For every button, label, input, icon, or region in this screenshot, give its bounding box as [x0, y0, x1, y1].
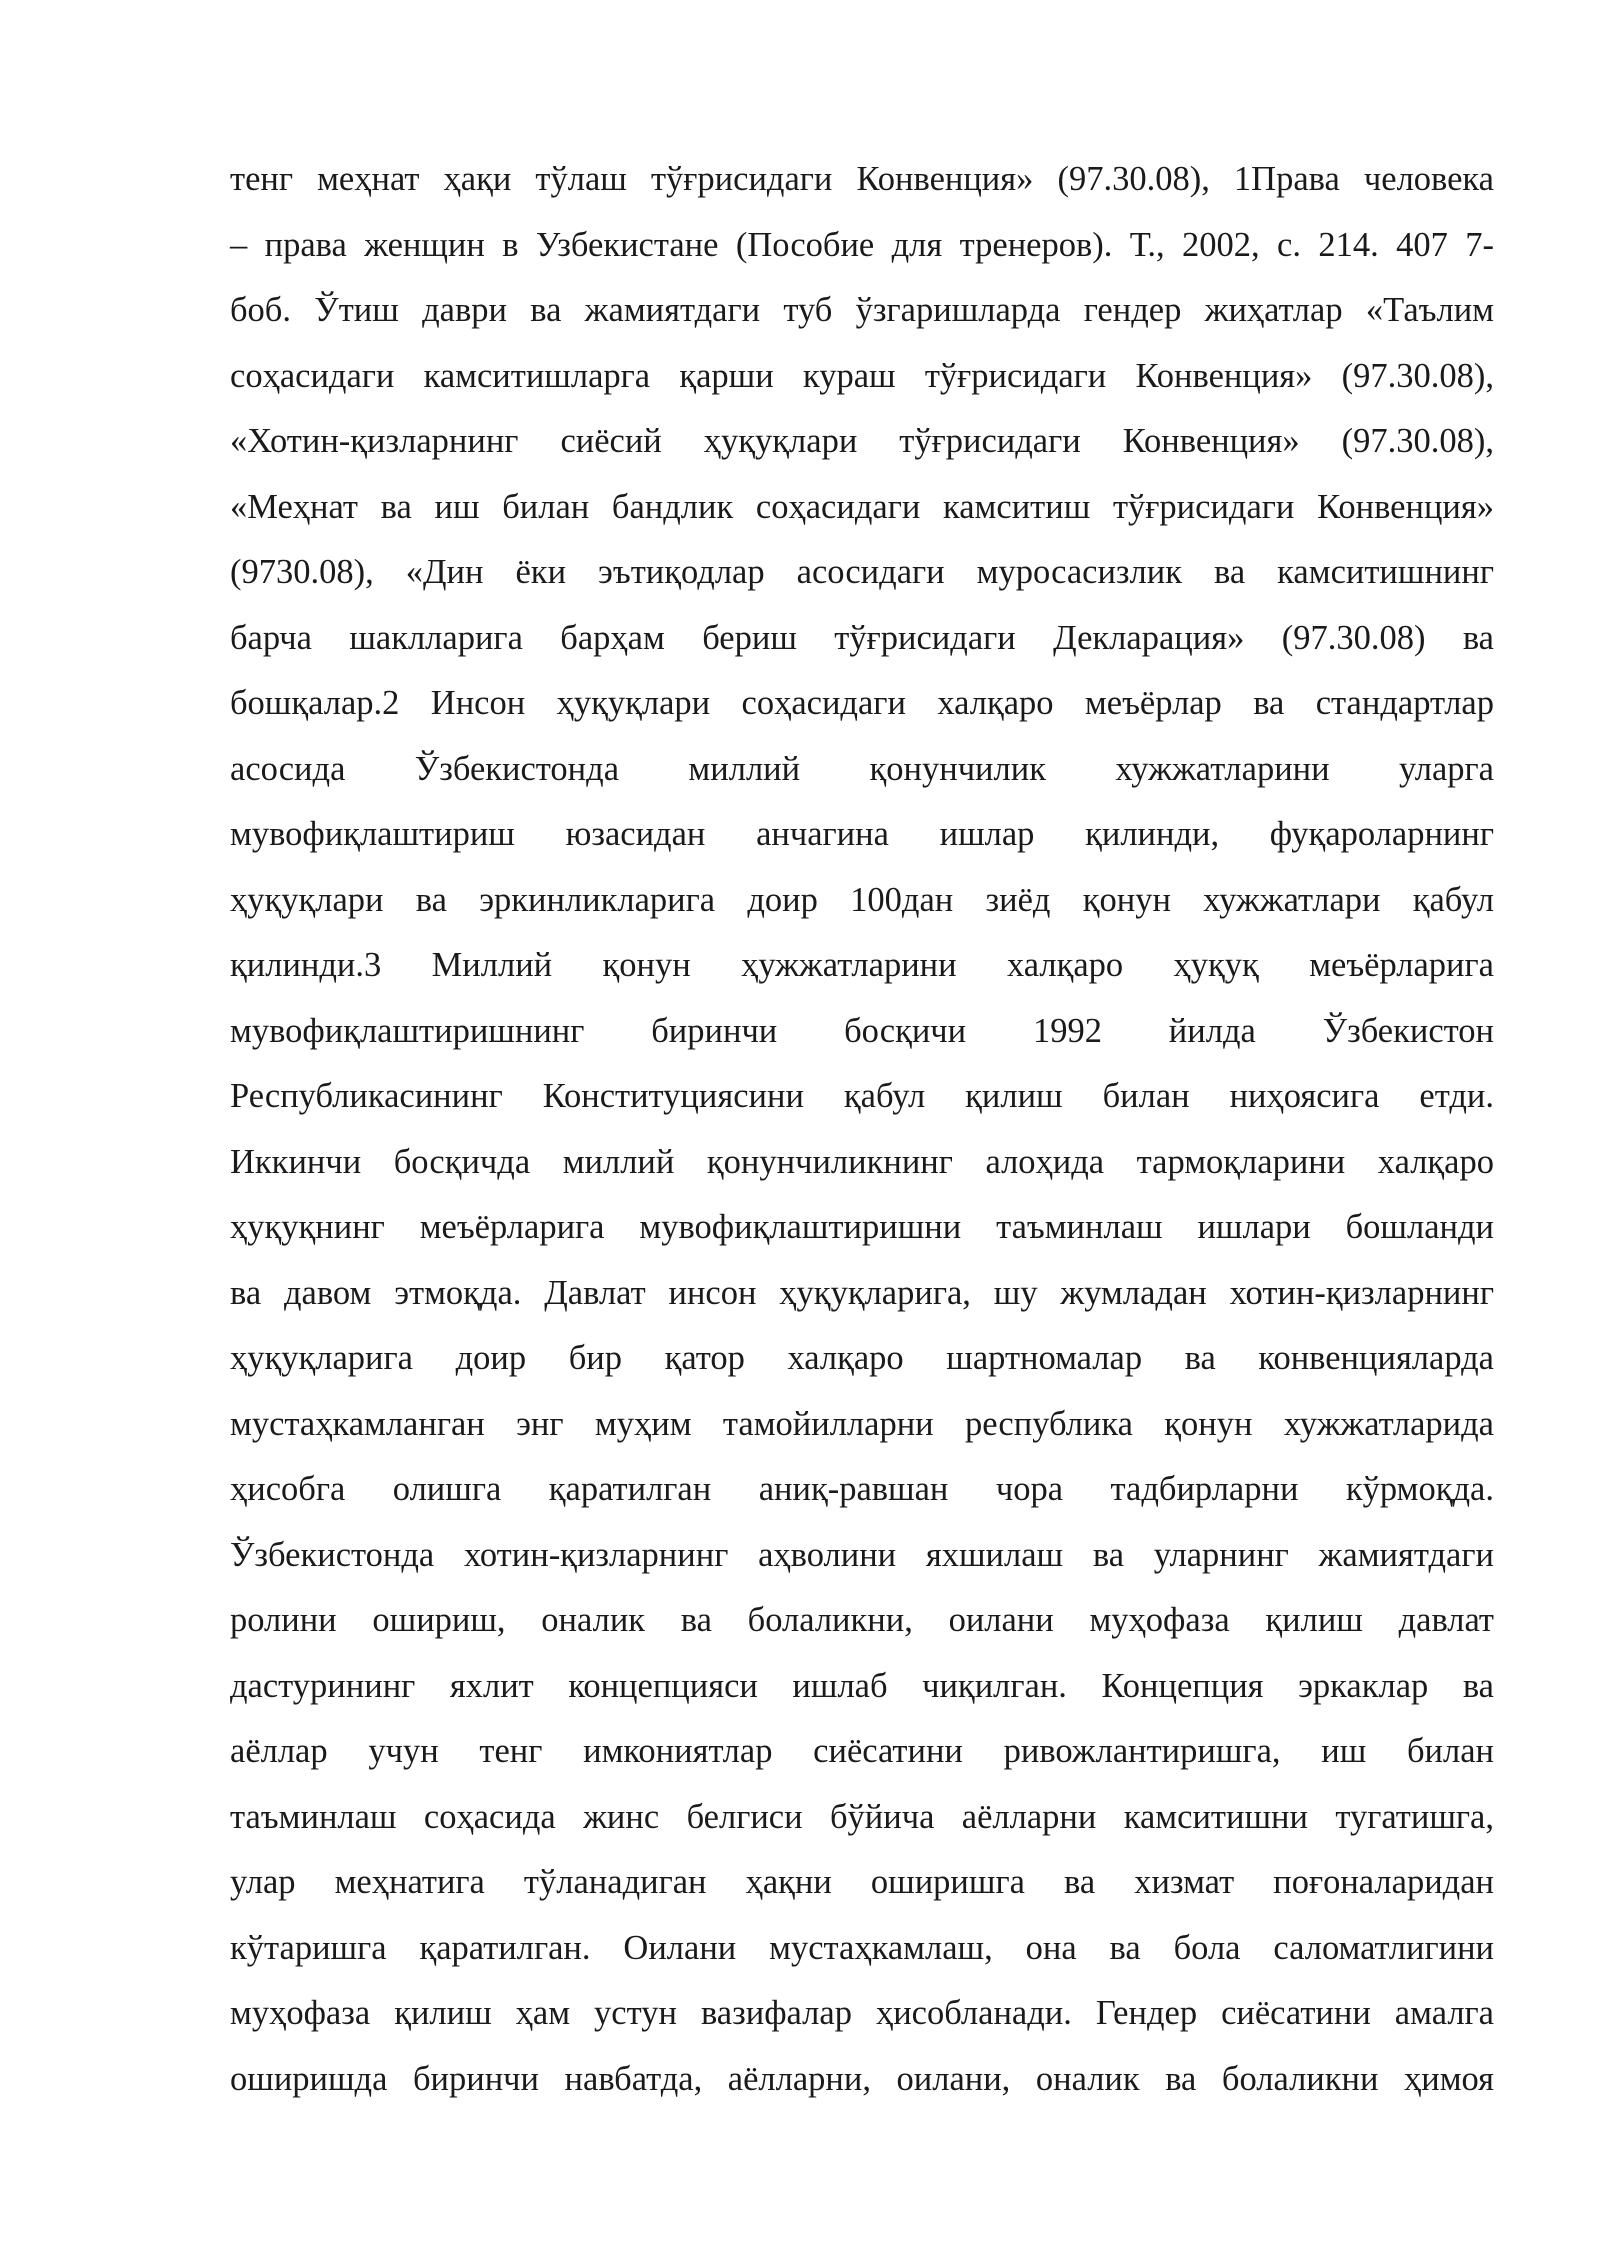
text-line: ҳуқуқнинг меъёрларига мувофиқлаштиришни таъминлаш ишлари бошланди [230, 1208, 1494, 1246]
text-line: мустаҳкамланган энг муҳим тамойилларни республика қонун хужжатларида [230, 1404, 1494, 1443]
body-text [230, 147, 1494, 2112]
text-line: ҳисобга олишга қаратилган аниқ-равшан чора тадбирларни кўрмоқда. [230, 1470, 1494, 1508]
text-line: «Хотин-қизларнинг сиёсий ҳуқуқлари тўғрисидаги Конвенция» (97.30.08), [230, 422, 1494, 460]
text-line: Иккинчи босқичда миллий қонунчиликнинг алоҳида тармоқларини халқаро [230, 1142, 1494, 1181]
text-line: улар меҳнатига тўланадиган ҳақни оширишга ва хизмат поғоналаридан [230, 1863, 1494, 1901]
text-line: аёллар учун тенг имкониятлар сиёсатини ривожлантиришга, иш билан [230, 1732, 1494, 1770]
text-line: қилинди.3 Миллий қонун ҳужжатларини халқаро ҳуқуқ меъёрларига [230, 946, 1494, 984]
text-line: ролини ошириш, оналик ва болаликни, оилани муҳофаза қилиш давлат [230, 1601, 1494, 1639]
text-line: мувофиқлаштиришнинг биринчи босқичи 1992 йилда Ўзбекистон [230, 1011, 1494, 1050]
text-line: ҳуқуқларига доир бир қатор халқаро шартномалар ва конвенцияларда [230, 1339, 1494, 1377]
text-line: Республикасининг Конституциясини қабул қилиш билан ниҳоясига етди. [230, 1077, 1494, 1115]
text-line: – права женщин в Узбекистане (Пособие для тренеров). Т., 2002, с. 214. 407 7- [230, 225, 1494, 264]
text-line: боб. Ўтиш даври ва жамиятдаги туб ўзгаришларда гендер жиҳатлар «Таълим [230, 291, 1494, 329]
text-line: бошқалар.2 Инсон ҳуқуқлари соҳасидаги халқаро меъёрлар ва стандартлар [230, 684, 1494, 722]
text-line: «Меҳнат ва иш билан бандлик соҳасидаги камситиш тўғрисидаги Конвенция» [230, 487, 1494, 526]
text-line: ҳуқуқлари ва эркинликларига доир 100дан зиёд қонун хужжатлари қабул [230, 880, 1494, 919]
text-line: ва давом этмоқда. Давлат инсон ҳуқуқларига, шу жумладан хотин-қизларнинг [230, 1273, 1494, 1312]
text-line: мувофиқлаштириш юзасидан анчагина ишлар қилинди, фуқароларнинг [230, 815, 1494, 853]
text-line: тенг меҳнат ҳақи тўлаш тўғрисидаги Конвенция» (97.30.08), 1Права человека [230, 160, 1494, 198]
text-line: муҳофаза қилиш ҳам устун вазифалар ҳисобланади. Гендер сиёсатини амалга [230, 1994, 1494, 2032]
text-line: дастурининг яхлит концепцияси ишлаб чиқилган. Концепция эркаклар ва [230, 1666, 1494, 1705]
text-line: соҳасидаги камситишларга қарши кураш тўғрисидаги Конвенция» (97.30.08), [230, 356, 1494, 395]
text-line: таъминлаш соҳасида жинс белгиси бўйича аёлларни камситишни тугатишга, [230, 1797, 1494, 1836]
text-line: Ўзбекистонда хотин-қизларнинг аҳволини яхшилаш ва уларнинг жамиятдаги [230, 1535, 1494, 1574]
text-line: асосида Ўзбекистонда миллий қонунчилик хужжатларини уларга [230, 749, 1494, 788]
text-line: оширишда биринчи навбатда, аёлларни, оилани, оналик ва болаликни ҳимоя [230, 2059, 1494, 2098]
text-line: кўтаришга қаратилган. Оилани мустаҳкамлаш, она ва бола саломатлигини [230, 1928, 1494, 1967]
text-line: (9730.08), «Дин ёки эътиқодлар асосидаги муросасизлик ва камситишнинг [230, 553, 1494, 591]
text-line: барча шаклларига барҳам бериш тўғрисидаги Декларация» (97.30.08) ва [230, 618, 1494, 657]
